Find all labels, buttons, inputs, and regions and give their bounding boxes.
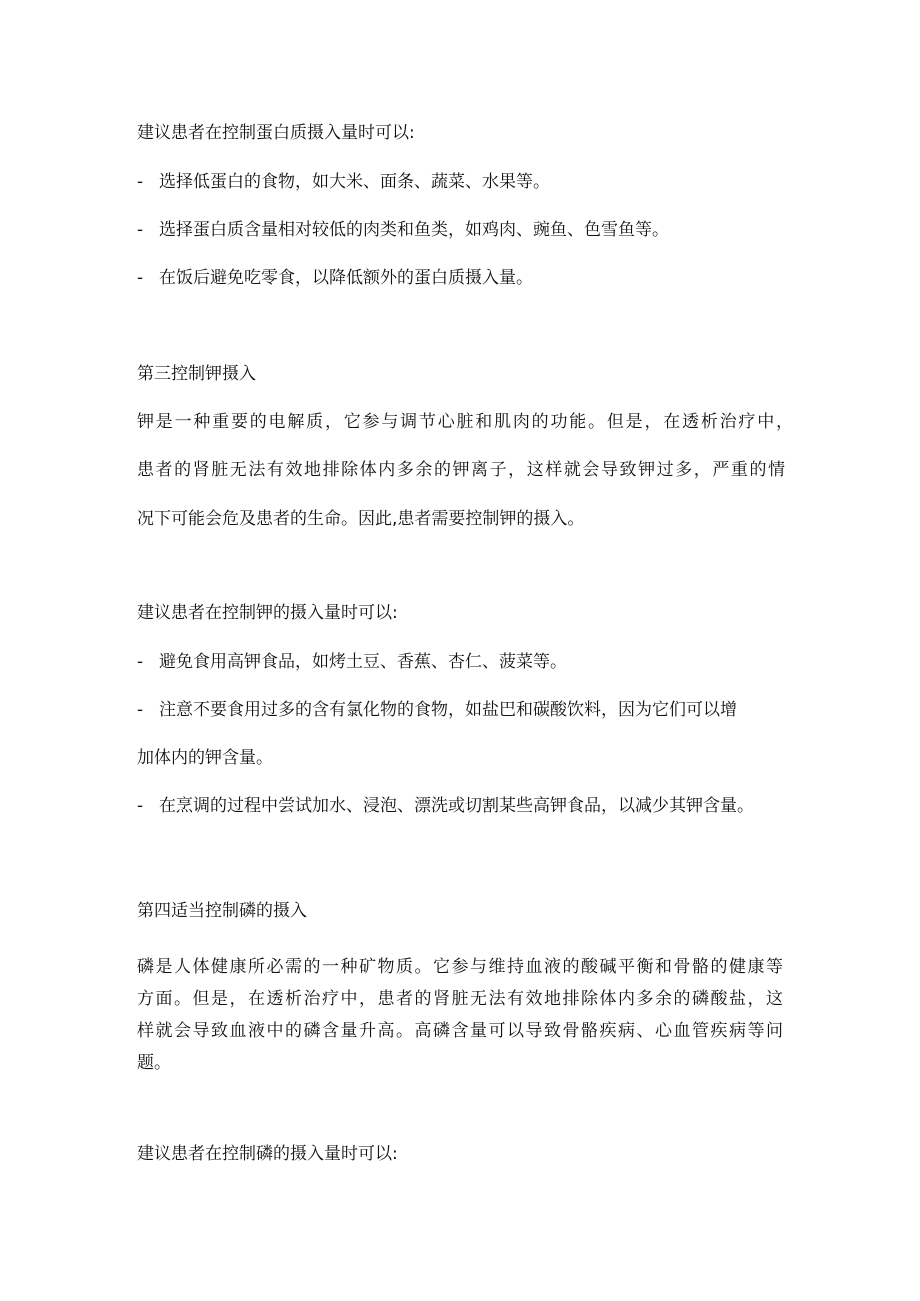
list-item <box>137 266 817 290</box>
list-item-text: 在饭后避免吃零食，以降低额外的蛋白质摄入量。 <box>159 268 533 288</box>
bullet-marker: - <box>137 268 144 288</box>
phosphorus-paragraph-line: 方面。但是，在透析治疗中，患者的肾脏无法有效地排除体内多余的磷酸盐，这 <box>137 989 783 1009</box>
potassium-advice-heading: 建议患者在控制钾的摄入量时可以: <box>137 603 398 623</box>
potassium-paragraph-line: 钾是一种重要的电解质，它参与调节心脏和肌肉的功能。但是，在透析治疗中， <box>137 412 793 432</box>
list-item-text: 注意不要食用过多的含有氯化物的食物，如盐巴和碳酸饮料，因为它们可以增 <box>159 700 737 720</box>
list-item <box>137 170 817 194</box>
potassium-section-title: 第三控制钾摄入 <box>137 364 256 384</box>
potassium-paragraph-line: 患者的肾脏无法有效地排除体内多余的钾离子，这样就会导致钾过多，严重的情 <box>137 460 785 480</box>
phosphorus-section-title: 第四适当控制磷的摄入 <box>137 901 307 921</box>
potassium-paragraph-line: 况下可能会危及患者的生命。因此,患者需要控制钾的摄入。 <box>137 509 585 529</box>
bullet-marker: - <box>137 220 144 240</box>
phosphorus-advice-heading: 建议患者在控制磷的摄入量时可以: <box>137 1144 398 1164</box>
bullet-marker: - <box>137 652 144 672</box>
bullet-marker: - <box>137 700 144 720</box>
list-item <box>137 698 817 722</box>
list-item <box>137 794 817 818</box>
list-item-continuation: 加体内的钾含量。 <box>137 748 273 768</box>
list-item-text: 选择低蛋白的食物，如大米、面条、蔬菜、水果等。 <box>159 172 550 192</box>
list-item-text: 避免食用高钾食品，如烤土豆、香蕉、杏仁、菠菜等。 <box>159 652 567 672</box>
phosphorus-paragraph-line: 题。 <box>137 1053 171 1073</box>
list-item-text: 在烹调的过程中尝试加水、浸泡、漂洗或切割某些高钾食品，以减少其钾含量。 <box>159 796 754 816</box>
bullet-marker: - <box>137 172 144 192</box>
phosphorus-paragraph-line: 磷是人体健康所必需的一种矿物质。它参与维持血液的酸碱平衡和骨骼的健康等 <box>137 957 783 977</box>
list-item <box>137 650 817 674</box>
list-item <box>137 218 817 242</box>
bullet-marker: - <box>137 796 144 816</box>
protein-advice-heading: 建议患者在控制蛋白质摄入量时可以: <box>137 123 415 143</box>
list-item-text: 选择蛋白质含量相对较低的肉类和鱼类，如鸡肉、豌鱼、色雪鱼等。 <box>159 220 669 240</box>
phosphorus-paragraph-line: 样就会导致血液中的磷含量升高。高磷含量可以导致骨骼疾病、心血管疾病等问 <box>137 1021 783 1041</box>
